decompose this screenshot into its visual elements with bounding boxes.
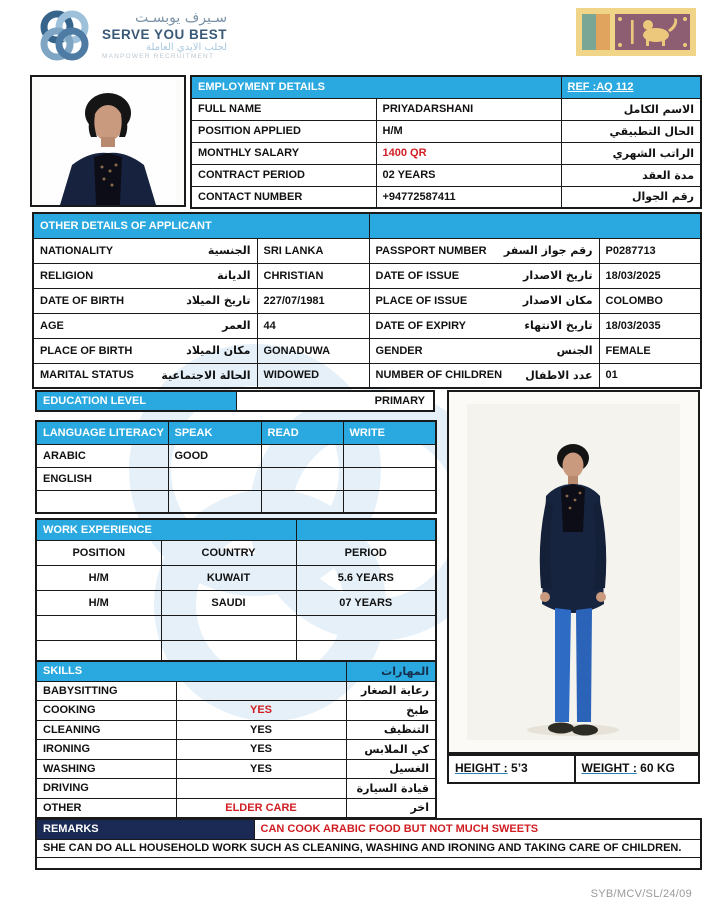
logo-subtitle: MANPOWER RECRUITMENT [102, 53, 215, 61]
field-label: GENDER [375, 344, 423, 357]
skill-value: YES [176, 720, 346, 740]
skill-value [176, 681, 346, 701]
field-label: NUMBER OF CHILDREN [375, 369, 503, 382]
skill-label-arabic: اخر [346, 798, 436, 818]
field-label-arabic: الحالة الاجتماعية [161, 368, 251, 382]
skill-label-arabic: كي الملابس [346, 740, 436, 760]
field-value: +94772587411 [376, 186, 561, 208]
table-row [36, 779, 436, 799]
country-value [161, 615, 296, 640]
field-label-arabic: رقم جواز السفر [503, 244, 593, 257]
language-column-header: LANGUAGE LITERACY [36, 421, 168, 444]
measurements-row [447, 754, 700, 784]
skill-label: CLEANING [36, 720, 176, 740]
work-experience-header-spacer [296, 519, 436, 540]
work-experience-section-header: WORK EXPERIENCE [36, 519, 296, 540]
field-value: 01 [599, 363, 701, 388]
table-row [36, 540, 436, 565]
field-label-arabic: الديانة [217, 269, 251, 282]
other-details-header-spacer [369, 213, 701, 238]
field-label-arabic: تاريخ الانتهاء [524, 319, 593, 332]
table-row [33, 363, 701, 388]
logo-arabic-title: سـيرف يوبسـت [134, 10, 228, 27]
skill-value: YES [176, 740, 346, 760]
table-row [191, 186, 701, 208]
read-value [261, 490, 343, 513]
education-section-header: EDUCATION LEVEL [37, 392, 237, 410]
period-value: 07 YEARS [296, 590, 436, 615]
skill-value [176, 779, 346, 799]
language-literacy-table [35, 420, 437, 514]
table-row [33, 263, 701, 288]
field-label-arabic: الراتب الشهري [561, 142, 701, 164]
skill-label-arabic: قيادة السيارة [346, 779, 436, 799]
field-label: MARITAL STATUS [40, 369, 134, 382]
skill-label-arabic: طبخ [346, 701, 436, 721]
write-value [343, 444, 436, 467]
field-label: POSITION APPLIED [191, 120, 376, 142]
table-row [36, 798, 436, 818]
field-value: SRI LANKA [257, 238, 369, 263]
skill-value: YES [176, 759, 346, 779]
table-row [36, 467, 436, 490]
read-value [261, 444, 343, 467]
field-label: PLACE OF BIRTH [40, 344, 133, 357]
skill-label: WASHING [36, 759, 176, 779]
table-row [36, 701, 436, 721]
field-value: P0287713 [599, 238, 701, 263]
field-value: COLOMBO [599, 288, 701, 313]
table-row [36, 590, 436, 615]
table-row [36, 615, 436, 640]
field-label-arabic: عدد الاطفال [525, 368, 593, 382]
skills-table [35, 660, 437, 819]
skill-value: YES [176, 701, 346, 721]
skill-label: COOKING [36, 701, 176, 721]
table-row [33, 238, 701, 263]
field-label-arabic: مكان الاصدار [522, 294, 593, 307]
employment-details-table [190, 75, 702, 209]
speak-column-header: SPEAK [168, 421, 261, 444]
field-value: CHRISTIAN [257, 263, 369, 288]
logo-rings-icon [34, 6, 94, 66]
field-label-arabic: مكان الميلاد [186, 344, 251, 357]
field-label: DATE OF EXPIRY [375, 319, 466, 332]
education-level-value: PRIMARY [237, 392, 433, 410]
sri-lanka-flag [576, 8, 696, 61]
country-value: SAUDI [161, 590, 296, 615]
table-row [36, 720, 436, 740]
field-label: MONTHLY SALARY [191, 142, 376, 164]
logo-arabic-subtitle: لجلب الايدي العاملة [145, 42, 228, 54]
table-row [191, 142, 701, 164]
skill-label: DRIVING [36, 779, 176, 799]
table-row [36, 565, 436, 590]
field-label: CONTACT NUMBER [191, 186, 376, 208]
country-value: KUWAIT [161, 565, 296, 590]
remarks-line-2: SHE CAN DO ALL HOUSEHOLD WORK SUCH AS CLEANING, WASHING AND IRONING AND TAKING CARE OF CHILDREN. [36, 839, 701, 857]
field-value: 44 [257, 313, 369, 338]
position-value: H/M [36, 565, 161, 590]
logo-title: SERVE YOU BEST [102, 27, 228, 43]
weight-value: 60 KG [640, 761, 675, 775]
field-value: PRIYADARSHANI [376, 98, 561, 120]
field-value: 1400 QR [376, 142, 561, 164]
work-experience-table [35, 518, 437, 666]
remarks-empty-row [36, 857, 701, 869]
skill-value: ELDER CARE [176, 798, 346, 818]
table-row [36, 444, 436, 467]
speak-value [168, 467, 261, 490]
other-details-table [32, 212, 702, 389]
field-label-arabic: مدة العقد [561, 164, 701, 186]
read-value [261, 467, 343, 490]
remarks-section-header: REMARKS [36, 819, 254, 839]
skill-label: OTHER [36, 798, 176, 818]
applicant-portrait-photo [30, 75, 186, 207]
field-label: FULL NAME [191, 98, 376, 120]
height-label: HEIGHT : [455, 761, 508, 775]
country-column-header: COUNTRY [161, 540, 296, 565]
field-label: CONTRACT PERIOD [191, 164, 376, 186]
field-label: DATE OF BIRTH [40, 294, 125, 307]
field-label-arabic: الاسم الكامل [561, 98, 701, 120]
field-label: DATE OF ISSUE [375, 269, 460, 282]
table-row [36, 740, 436, 760]
position-value [36, 615, 161, 640]
language-name: ARABIC [36, 444, 168, 467]
field-label-arabic: رقم الجوال [561, 186, 701, 208]
agency-logo [34, 6, 227, 66]
field-value: 02 YEARS [376, 164, 561, 186]
field-label-arabic: تاريخ الاصدار [522, 269, 593, 282]
field-value: FEMALE [599, 338, 701, 363]
field-label-arabic: الجنسية [207, 244, 251, 257]
position-column-header: POSITION [36, 540, 161, 565]
table-row [36, 490, 436, 513]
field-value: GONADUWA [257, 338, 369, 363]
write-column-header: WRITE [343, 421, 436, 444]
field-value: WIDOWED [257, 363, 369, 388]
skill-label-arabic: التنظيف [346, 720, 436, 740]
field-label: RELIGION [40, 269, 94, 282]
field-label-arabic: العمر [222, 319, 251, 332]
speak-value [168, 490, 261, 513]
field-value: 227/07/1981 [257, 288, 369, 313]
period-value: 5.6 YEARS [296, 565, 436, 590]
skill-label-arabic: رعاية الصغار [346, 681, 436, 701]
height-value: 5’3 [511, 761, 528, 775]
skills-section-header: SKILLS [36, 661, 346, 681]
field-label-arabic: الجنس [556, 344, 593, 357]
position-value: H/M [36, 590, 161, 615]
field-label: AGE [40, 319, 64, 332]
field-value: 18/03/2035 [599, 313, 701, 338]
table-row [191, 120, 701, 142]
field-value: 18/03/2025 [599, 263, 701, 288]
table-row [33, 313, 701, 338]
language-name [36, 490, 168, 513]
table-row [191, 98, 701, 120]
field-label: NATIONALITY [40, 244, 114, 257]
remarks-line-1: CAN COOK ARABIC FOOD BUT NOT MUCH SWEETS [254, 819, 701, 839]
education-level-row [35, 390, 435, 412]
table-row [191, 164, 701, 186]
field-label-arabic: تاريخ الميلاد [186, 294, 251, 307]
skill-label-arabic: الغسيل [346, 759, 436, 779]
field-label: PASSPORT NUMBER [375, 244, 487, 257]
speak-value: GOOD [168, 444, 261, 467]
language-name: ENGLISH [36, 467, 168, 490]
write-value [343, 467, 436, 490]
read-column-header: READ [261, 421, 343, 444]
employment-section-header: EMPLOYMENT DETAILS [191, 76, 561, 98]
reference-number: REF :AQ 112 [561, 76, 701, 98]
field-label-arabic: الحال التطبيقي [561, 120, 701, 142]
period-column-header: PERIOD [296, 540, 436, 565]
other-details-section-header: OTHER DETAILS OF APPLICANT [33, 213, 369, 238]
skill-label: BABYSITTING [36, 681, 176, 701]
table-row [33, 288, 701, 313]
weight-label: WEIGHT : [581, 761, 637, 775]
skill-label: IRONING [36, 740, 176, 760]
applicant-full-body-photo [447, 390, 700, 754]
document-reference-code: SYB/MCV/SL/24/09 [590, 888, 692, 900]
table-row [33, 338, 701, 363]
field-label: PLACE OF ISSUE [375, 294, 468, 307]
write-value [343, 490, 436, 513]
remarks-table [35, 818, 702, 870]
field-value: H/M [376, 120, 561, 142]
table-row [36, 681, 436, 701]
table-row [36, 759, 436, 779]
period-value [296, 615, 436, 640]
skills-section-header-arabic: المهارات [346, 661, 436, 681]
